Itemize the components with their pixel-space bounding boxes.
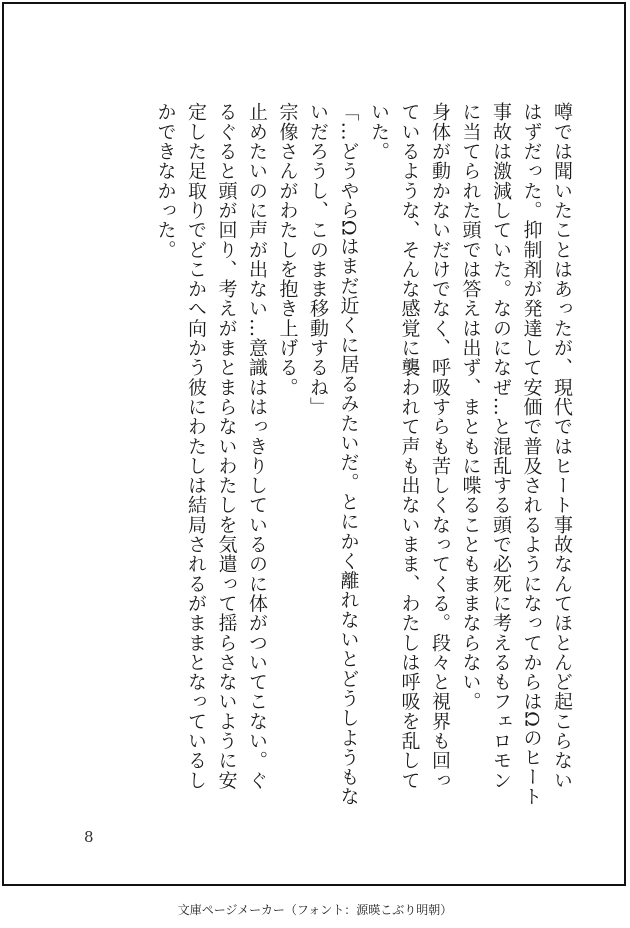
vertical-body-text: [150, 102, 577, 807]
page-number: 8: [84, 828, 94, 846]
paragraph-3-dialogue: 「…どうやらΩはまだ近くに居るみたいだ。とにかく離れないとどうしようもないだろうし、このまま移動するね」: [307, 102, 360, 807]
paragraph-5: 止めたいのに声が出ない…意識ははっきりしているのに体がついてこない。ぐるぐると頭が回り、考えがまとまらないわたしを気遣って揺らさないように安定した足取りでどこかへ向かう彼にわたしは結局されるがままとなっているしかできなかった。: [154, 102, 268, 790]
page-frame: [2, 2, 626, 886]
paragraph-4: 宗像さんがわたしを抱き上げる。: [276, 102, 299, 397]
paragraph-2: 身体が動かないだけでなく、呼吸すらも苦しくなってくる。段々と視界も回っているような、そんな感覚に襲われて声も出ないまま、わたしは呼吸を乱していた。: [368, 102, 451, 790]
paragraph-1: 噂では聞いたことはあったが、現代ではヒート事故なんてほとんど起こらないはずだった。抑制剤が発達して安価で普及されるようになってからはΩのヒート事故は激減していた。なのになぜ…と混乱する頭で必死に考えるもフェロモンに当てられた頭では答えは出ず、まともに喋ることもままならない。: [459, 102, 573, 807]
footer-credit: 文庫ページメーカー（フォント：源暎こぶり明朝）: [177, 903, 453, 917]
